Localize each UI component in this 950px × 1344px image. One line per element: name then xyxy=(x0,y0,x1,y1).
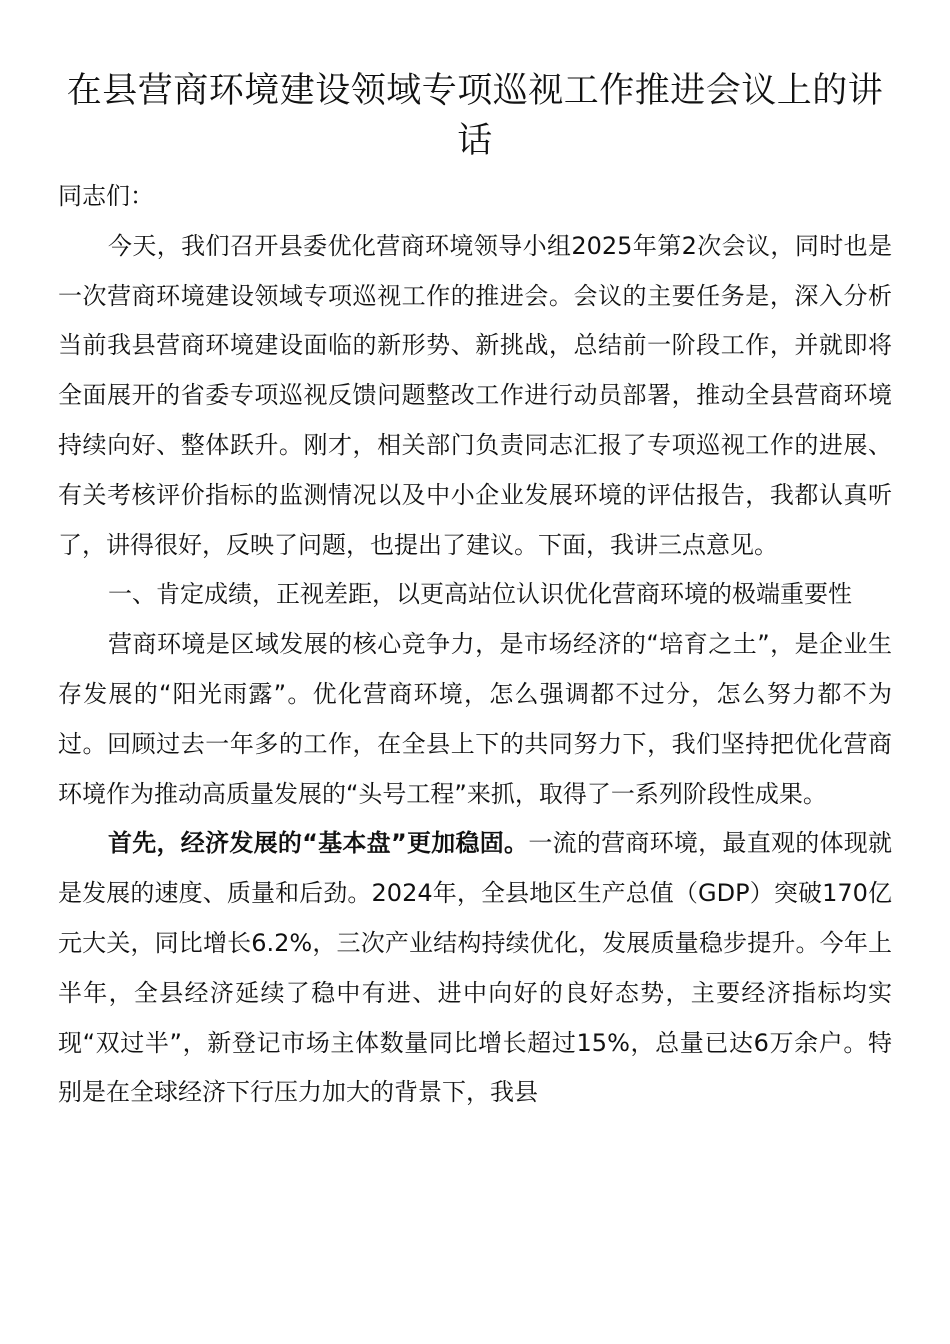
paragraph-economy xyxy=(58,819,892,1118)
paragraph-opening: 今天，我们召开县委优化营商环境领导小组2025年第2次会议，同时也是一次营商环境建设领域专项巡视工作的推进会。会议的主要任务是，深入分析当前我县营商环境建设面临的新形势、新挑战，总结前一阶段工作，并就即将全面展开的省委专项巡视反馈问题整改工作进行动员部署，推动全县营商环境持续向好、整体跃升。刚才，相关部门负责同志汇报了专项巡视工作的进展、有关考核评价指标的监测情况以及中小企业发展环境的评估报告，我都认真听了，讲得很好，反映了问题，也提出了建议。下面，我讲三点意见。 xyxy=(58,231,892,559)
paragraph-business-environment: 营商环境是区域发展的核心竞争力，是市场经济的“培育之土”，是企业生存发展的“阳光雨露”。优化营商环境，怎么强调都不过分，怎么努力都不为过。回顾过去一年多的工作，在全县上下的共同努力下，我们坚持把优化营商环境作为推动高质量发展的“头号工程”来抓，取得了一系列阶段性成果。 xyxy=(58,630,892,808)
paragraph-economy-body: 一流的营商环境，最直观的体现就是发展的速度、质量和后劲。2024年，全县地区生产总值（GDP）突破170亿元大关，同比增长6.2%，三次产业结构持续优化，发展质量稳步提升。今年上半年，全县经济延续了稳中有进、进中向好的良好态势，主要经济指标均实现“双过半”，新登记市场主体数量同比增长超过15%，总量已达6万余户。特别是在全球经济下行压力加大的背景下，我县 xyxy=(58,829,893,1107)
salutation: 同志们： xyxy=(58,182,154,210)
document-title: 在县营商环境建设领域专项巡视工作推进会议上的讲话 xyxy=(66,71,884,161)
section-heading-one: 一、肯定成绩，正视差距，以更高站位认识优化营商环境的极端重要性 xyxy=(108,580,852,609)
document-page xyxy=(58,66,892,1118)
paragraph-economy-lead: 首先，经济发展的“基本盘”更加稳固。 xyxy=(108,829,529,858)
